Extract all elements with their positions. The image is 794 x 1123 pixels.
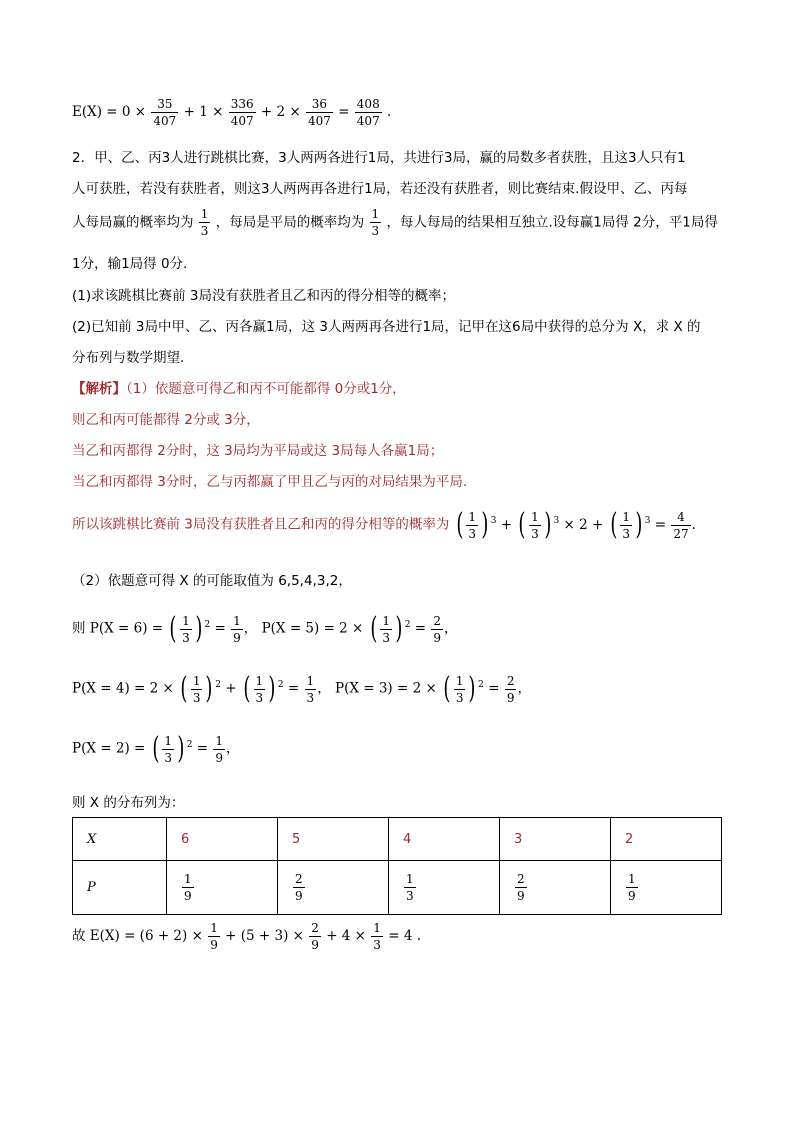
probability-expression: ( $\frac{1}{3}$ ) $^3$ + ( $\frac{1}{3}$ ) $^3$ × 2 + ( $\frac{1}{3}$ ) $^3$ = $\frac{4}{27}$ . xyxy=(456,507,696,542)
table-row xyxy=(73,818,722,861)
distribution-label: 则 X 的分布列为： xyxy=(72,795,185,811)
problem-line-4: 1分，输1局得 0分. xyxy=(72,256,188,272)
fraction: $\frac{35}{407}$ xyxy=(153,97,177,128)
solution-tag: 【解析】 xyxy=(72,381,126,397)
solution-line-1: 【解析】（1）依题意可得乙和丙不可能都得 0分或1分， xyxy=(72,381,406,397)
question-2-cont: 分布列与数学期望. xyxy=(72,350,185,366)
problem-line-2: 人可获胜，若没有获胜者，则这3人两两再各进行1局，若还没有获胜者，则比赛结束.假设甲、乙、丙每 xyxy=(72,181,688,197)
table-cell: 2 xyxy=(610,818,721,861)
table-cell: P xyxy=(73,861,167,915)
table-cell: 5 xyxy=(278,818,389,861)
px4-px3-line: P(X = 4) = 2 × ( $\frac{1}{3}$ ) $^2$ + ( $\frac{1}{3}$ ) $^2$ = $\frac{1}{3}$ ， P(X = 3) = 2 × ( $\frac{1}{3}$ ) $^2$ = $\frac{2}{9}$ ， xyxy=(72,671,531,706)
table-cell: $\frac{2}{9}$ xyxy=(278,861,389,915)
px2-line: P(X = 2) = ( $\frac{1}{3}$ ) $^2$ = $\frac{1}{9}$ ， xyxy=(72,731,240,766)
fraction: $\frac{336}{407}$ xyxy=(230,97,254,128)
table-cell: $\frac{1}{3}$ xyxy=(389,861,500,915)
formula-text: E(X) = 0 × xyxy=(72,104,147,120)
question-2: (2)已知前 3局中甲、乙、丙各赢1局，这 3人两两再各进行1局，记甲在这6局中获得的总分为 X，求 X 的 xyxy=(72,319,701,335)
final-expectation: 故 E(X) = (6 + 2) × $\frac{1}{9}$ + (5 + 3) × $\frac{2}{9}$ + 4 × $\frac{1}{3}$ = 4 . xyxy=(72,921,421,952)
fraction: $\frac{1}{3}$ xyxy=(371,207,380,238)
distribution-table xyxy=(72,817,722,915)
expectation-formula: E(X) = 0 × $\frac{35}{407}$ + 1 × $\frac{336}{407}$ + 2 × $\frac{36}{407}$ = $\frac{408}{407}$ . xyxy=(72,97,392,128)
table-cell: 3 xyxy=(499,818,610,861)
px6-px5-line: 则 P(X = 6) = ( $\frac{1}{3}$ ) $^2$ = $\frac{1}{9}$ ， P(X = 5) = 2 × ( $\frac{1}{3}$ ) $^2$ = $\frac{2}{9}$ ， xyxy=(72,611,458,646)
table-cell: $\frac{1}{9}$ xyxy=(167,861,278,915)
table-row xyxy=(73,861,722,915)
table-cell: 6 xyxy=(167,818,278,861)
fraction: $\frac{1}{3}$ xyxy=(200,207,209,238)
table-cell: X xyxy=(73,818,167,861)
solution-line-3: 当乙和丙都得 2分时，这 3局均为平局或这 3局每人各赢1局； xyxy=(72,443,444,459)
solution-line-4: 当乙和丙都得 3分时，乙与丙都赢了甲且乙与丙的对局结果为平局. xyxy=(72,474,468,490)
table-cell: $\frac{1}{9}$ xyxy=(610,861,721,915)
problem-line-3: 人每局赢的概率均为 $\frac{1}{3}$ ，每局是平局的概率均为 $\frac{1}{3}$ ，每人每局的结果相互独立.设每赢1局得 2分，平1局得 xyxy=(72,207,718,238)
problem-line-1: 2．甲、乙、丙3人进行跳棋比赛，3人两两各进行1局，共进行3局，赢的局数多者获胜，且这3人只有1 xyxy=(72,150,686,166)
table-cell: 4 xyxy=(389,818,500,861)
fraction: $\frac{408}{407}$ xyxy=(356,97,380,128)
solution-line-2: 则乙和丙可能都得 2分或 3分， xyxy=(72,412,260,428)
solution-line-5: 所以该跳棋比赛前 3局没有获胜者且乙和丙的得分相等的概率为 ( $\frac{1}{3}$ ) $^3$ + ( $\frac{1}{3}$ ) $^3$ × 2 + ( $\frac{1}{3}$ ) $^3$ = $\frac{4}{27}$ . xyxy=(72,507,696,542)
fraction: $\frac{36}{407}$ xyxy=(307,97,331,128)
question-1: (1)求该跳棋比赛前 3局没有获胜者且乙和丙的得分相等的概率； xyxy=(72,288,456,304)
part2-intro: （2）依题意可得 X 的可能取值为 6,5,4,3,2， xyxy=(72,573,352,589)
table-cell: $\frac{2}{9}$ xyxy=(499,861,610,915)
